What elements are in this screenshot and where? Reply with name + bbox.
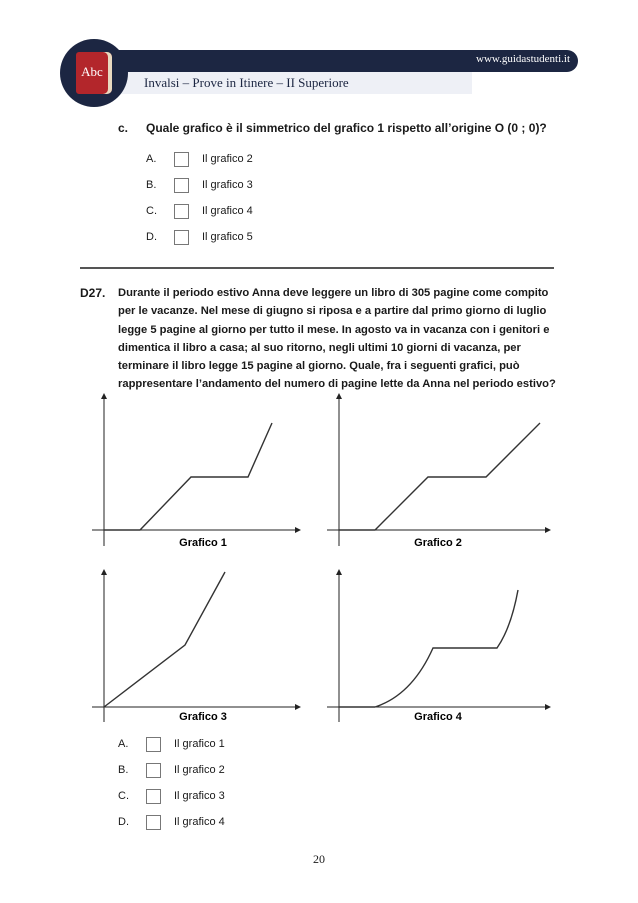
option-label: Il grafico 1 bbox=[174, 738, 225, 750]
grafico-1 bbox=[92, 396, 298, 549]
option-label: Il grafico 3 bbox=[202, 179, 253, 191]
option-label: Il grafico 4 bbox=[174, 816, 225, 828]
checkbox[interactable] bbox=[146, 737, 161, 752]
graph-curve bbox=[104, 423, 272, 530]
grafico-4 bbox=[327, 572, 548, 723]
option-label: Il grafico 3 bbox=[174, 790, 225, 802]
question-c-text: Quale grafico è il simmetrico del grafico 1 rispetto all’origine O (0 ; 0)? bbox=[146, 121, 547, 135]
logo-text: Abc bbox=[81, 64, 103, 79]
option-letter: D. bbox=[146, 231, 157, 243]
question-c-letter: c. bbox=[118, 121, 129, 135]
grafico-3 bbox=[92, 572, 298, 723]
option-letter: B. bbox=[118, 764, 129, 776]
graph-caption: Grafico 2 bbox=[414, 537, 462, 549]
page-number: 20 bbox=[313, 852, 325, 866]
checkbox[interactable] bbox=[146, 789, 161, 804]
graph-caption: Grafico 4 bbox=[414, 711, 462, 723]
question-d27-text: Durante il periodo estivo Anna deve leggere un libro di 305 pagine come compito per le vacanze. Nel mese di giugno si riposa e a partire dal primo giorno di luglio legge 5 pagine al giorno per tutto il mese. In agosto va in vacanza con i genitori e dimentica il libro a casa; al suo ritorno, negli ultimi 10 giorni di vacanza, per terminare il libro legge 15 pagine al giorno. Quale, fra i seguenti grafici, può rappresentare l’andamento del numero di pagine lette da Anna nel periodo estivo? bbox=[118, 287, 556, 391]
option-letter: A. bbox=[146, 153, 157, 165]
option-label: Il grafico 2 bbox=[174, 764, 225, 776]
grafico-2 bbox=[327, 396, 548, 549]
option-label: Il grafico 4 bbox=[202, 205, 253, 217]
option-letter: A. bbox=[118, 738, 129, 750]
option-letter: B. bbox=[146, 179, 157, 191]
graph-caption: Grafico 3 bbox=[179, 711, 227, 723]
option-label: Il grafico 2 bbox=[202, 153, 253, 165]
checkbox[interactable] bbox=[146, 815, 161, 830]
site-url[interactable]: www.guidastudenti.it bbox=[476, 53, 570, 65]
option-letter: C. bbox=[146, 205, 157, 217]
graph-curve bbox=[339, 423, 540, 530]
question-d27-label: D27. bbox=[80, 286, 106, 300]
graph-curve bbox=[339, 590, 518, 707]
graph-curve bbox=[104, 572, 225, 707]
option-letter: C. bbox=[118, 790, 129, 802]
option-letter: D. bbox=[118, 816, 129, 828]
option-label: Il grafico 5 bbox=[202, 231, 253, 243]
checkbox[interactable] bbox=[146, 763, 161, 778]
document-title: Invalsi – Prove in Itinere – II Superiore bbox=[144, 75, 349, 90]
graph-caption: Grafico 1 bbox=[179, 537, 227, 549]
